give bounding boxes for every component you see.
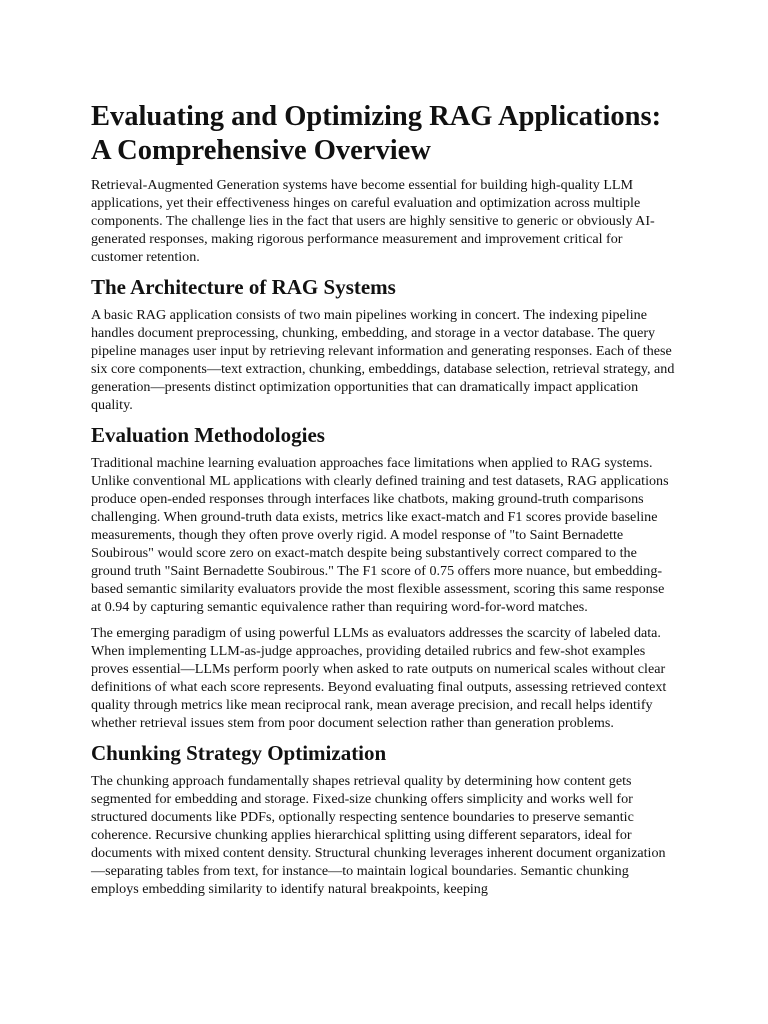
document-page — [91, 100, 677, 906]
section-heading: Chunking Strategy Optimization — [91, 741, 387, 765]
section-paragraph: Traditional machine learning evaluation approaches face limitations when applied to RAG systems. Unlike conventional ML applications with clearly defined training and test datasets, RAG applications produce open-ended responses through interfaces like chatbots, making ground-truth comparisons challenging. When ground-truth data exists, metrics like exact-match and F1 scores provide baseline measurements, though they often prove overly rigid. A model response of "to Saint Bernadette Soubirous" would score zero on exact-match despite being substantively correct compared to the ground truth "Saint Bernadette Soubirous." The F1 score of 0.75 offers more nuance, but embedding-based semantic similarity evaluators provide the most flexible assessment, scoring this same response at 0.94 by capturing semantic equivalence rather than requiring word-for-word matches. — [91, 455, 669, 615]
intro-paragraph: Retrieval-Augmented Generation systems have become essential for building high-quality LLM applications, yet their effectiveness hinges on careful evaluation and optimization across multiple components. The challenge lies in the fact that users are highly sensitive to generic or obviously AI-generated responses, making rigorous performance measurement and improvement critical for customer retention. — [91, 177, 655, 265]
section-paragraph: A basic RAG application consists of two main pipelines working in concert. The indexing pipeline handles document preprocessing, chunking, embedding, and storage in a vector database. The query pipeline manages user input by retrieving relevant information and generating responses. Each of these six core components—text extraction, chunking, embeddings, database selection, retrieval strategy, and generation—presents distinct optimization opportunities that can dramatically impact application quality. — [91, 307, 675, 413]
section-heading: The Architecture of RAG Systems — [91, 275, 396, 299]
section-evaluation — [91, 422, 677, 732]
section-paragraph: The chunking approach fundamentally shapes retrieval quality by determining how content gets segmented for embedding and storage. Fixed-size chunking offers simplicity and works well for structured documents like PDFs, optionally respecting sentence boundaries to preserve semantic coherence. Recursive chunking applies hierarchical splitting using different separators, ideal for documents with mixed content density. Structural chunking leverages inherent document organization—separating tables from text, for instance—to maintain logical boundaries. Semantic chunking employs embedding similarity to identify natural breakpoints, keeping — [91, 773, 666, 897]
section-heading: Evaluation Methodologies — [91, 423, 325, 447]
section-architecture — [91, 274, 677, 414]
section-chunking — [91, 740, 677, 898]
section-paragraph: The emerging paradigm of using powerful LLMs as evaluators addresses the scarcity of labeled data. When implementing LLM-as-judge approaches, providing detailed rubrics and few-shot examples proves essential—LLMs perform poorly when asked to rate outputs on numerical scales without clear definitions of what each score represents. Beyond evaluating final outputs, assessing retrieved context quality through metrics like mean reciprocal rank, mean average precision, and recall helps identify whether retrieval issues stem from poor document selection rather than generation problems. — [91, 625, 667, 731]
document-title: Evaluating and Optimizing RAG Applications: A Comprehensive Overview — [91, 101, 662, 166]
